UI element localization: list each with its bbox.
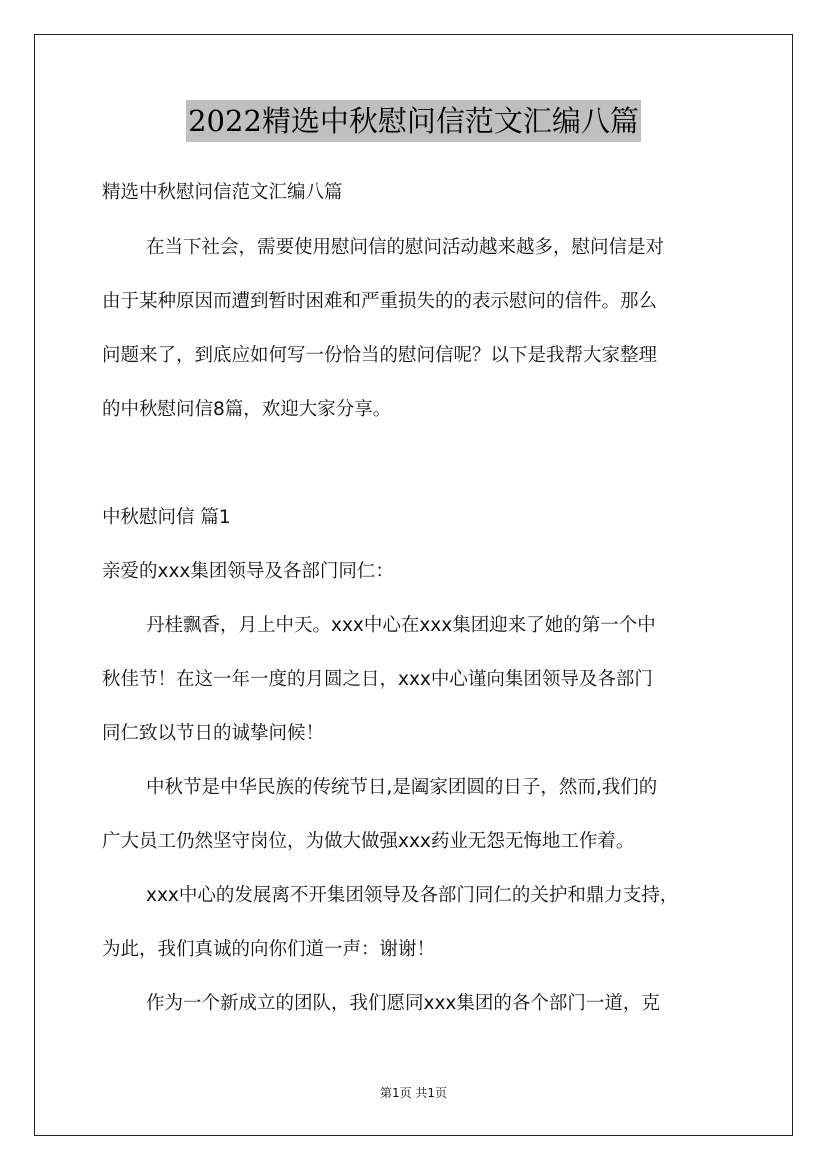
intro-line-3: 问题来了，到底应如何写一份恰当的慰问信呢？以下是我帮大家整理 [102, 345, 658, 366]
intro-line-4: 的中秋慰问信8篇，欢迎大家分享。 [102, 399, 392, 420]
body-line-7: 为此，我们真诚的向你们道一声：谢谢！ [102, 939, 436, 960]
body-line-5: 广大员工仍然坚守岗位，为做大做强xxx药业无怨无悔地工作着。 [102, 831, 635, 852]
subtitle: 精选中秋慰问信范文汇编八篇 [102, 182, 343, 203]
intro-line-2: 由于某种原因而遭到暂时困难和严重损失的的表示慰问的信件。那么 [102, 291, 658, 312]
body-line-3: 同仁致以节日的诚挚问候！ [102, 723, 325, 744]
body-line-8: 作为一个新成立的团队，我们愿同xxx集团的各个部门一道，克 [146, 993, 660, 1014]
body-line-4: 中秋节是中华民族的传统节日,是阖家团圆的日子，然而,我们的 [146, 777, 658, 798]
body-line-2: 秋佳节！在这一年一度的月圆之日，xxx中心谨向集团领导及各部门 [102, 669, 653, 690]
document-title-wrap [0, 100, 827, 142]
body-line-6: xxx中心的发展离不开集团领导及各部门同仁的关护和鼎力支持， [146, 885, 679, 906]
document-title: 2022精选中秋慰问信范文汇编八篇 [186, 100, 641, 142]
salutation: 亲爱的xxx集团领导及各部门同仁： [102, 561, 394, 582]
intro-line-1: 在当下社会，需要使用慰问信的慰问活动越来越多，慰问信是对 [146, 237, 665, 258]
body-line-1: 丹桂飘香，月上中天。xxx中心在xxx集团迎来了她的第一个中 [146, 615, 656, 636]
page-footer: 第1页 共1页 [379, 1086, 448, 1100]
section-heading: 中秋慰问信 篇1 [102, 507, 231, 528]
